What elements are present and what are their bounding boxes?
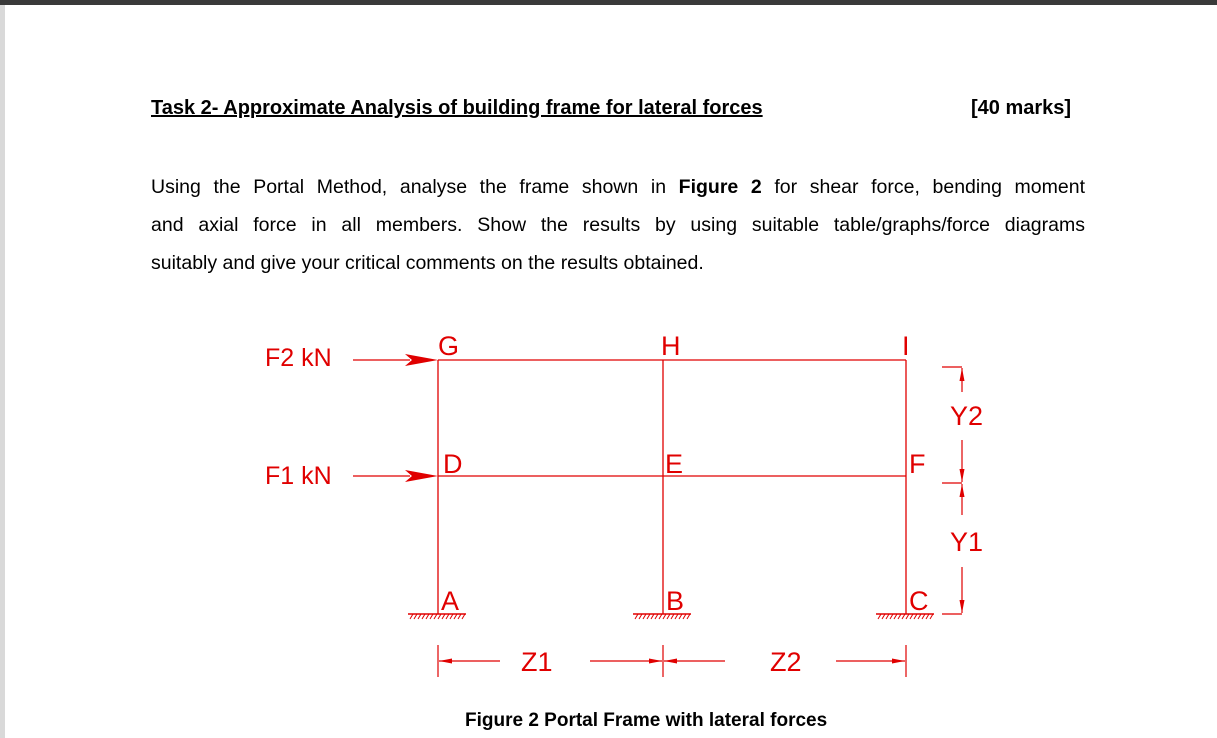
figure-caption: Figure 2 Portal Frame with lateral forces: [465, 710, 828, 731]
dim-arrow-icon: [664, 659, 677, 664]
instructions-text: Using the Portal Method, analyse the frame shown in: [151, 176, 679, 198]
node-label-g: G: [438, 331, 460, 361]
dim-arrow-icon: [960, 600, 965, 613]
span-label-z1: Z1: [521, 647, 553, 677]
dim-arrow-icon: [960, 469, 965, 482]
load-label-f1: F1 kN: [265, 462, 332, 490]
instructions-line-2: and axial force in all members. Show the results by using suitable table/graphs/force diagrams: [151, 214, 1085, 236]
node-label-b: B: [666, 586, 685, 616]
node-label-c: C: [909, 586, 929, 616]
node-label-i: I: [902, 331, 910, 361]
dim-arrow-icon: [439, 659, 452, 664]
span-label-z2: Z2: [770, 647, 802, 677]
node-label-a: A: [441, 586, 460, 616]
height-label-y1: Y1: [950, 527, 984, 557]
dim-arrow-icon: [649, 659, 662, 664]
task-title: Task 2- Approximate Analysis of building frame for lateral forces: [151, 97, 763, 119]
dim-arrow-icon: [960, 484, 965, 497]
node-label-e: E: [665, 449, 684, 479]
dim-arrow-icon: [892, 659, 905, 664]
figure-reference: Figure 2: [678, 176, 762, 198]
dim-arrow-icon: [960, 368, 965, 381]
height-label-y2: Y2: [950, 401, 984, 431]
node-label-f: F: [909, 449, 926, 479]
node-label-d: D: [443, 449, 463, 479]
node-label-h: H: [661, 331, 681, 361]
task-marks: [40 marks]: [971, 97, 1072, 119]
instructions-text: for shear force, bending moment: [761, 176, 1085, 198]
load-label-f2: F2 kN: [265, 344, 332, 372]
instructions-line-3: suitably and give your critical comments on the results obtained.: [151, 252, 704, 274]
